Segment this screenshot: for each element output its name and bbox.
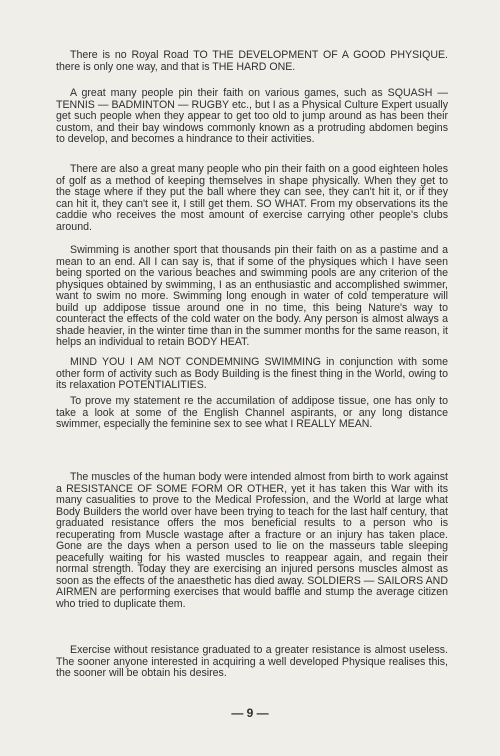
paragraph-text: The muscles of the human body were intended almost from birth to work against a RESISTANCE OF SOME FORM OR OTHER, yet it has taken this War with its many casualities to prove to the Medical Profession, and the World at large what Body Builders the world over have been trying to teach for the last half century, that graduated resistance offers the mos beneficial results to a person who is recuperating from Muscle wastage after a fracture or an injury has taken place. Gone are the days when a person used to lie on the masseurs table sleeping peacefully waiting for his wasted muscles to reappear again, and regain their normal strength. Today they are exercising an injured persons muscles almost as soon as the effects of the anaesthetic has died away. SOLDIERS — SAILORS AND AIRMEN are performing exercises that would baffle and stump the average citizen who tried to duplicate them.	[56, 471, 448, 610]
paragraph-text: A great many people pin their faith on various games, such as SQUASH — TENNIS — BADMINTON — RUGBY etc., but I as a Physical Culture Expert usually get such people when they appear to get too old to jump around as has been their custom, and their bay windows commonly known as a protruding abdomen begins to develop, and becomes a hindrance to their activities.	[56, 87, 448, 145]
paragraph-1	[56, 50, 448, 73]
paragraph-text: MIND YOU I AM NOT CONDEMNING SWIMMING in conjunction with some other form of activity such as Body Building is the finest thing in the World, owing to its relaxation POTENTIALITIES.	[56, 356, 448, 391]
paragraph-4	[56, 245, 448, 349]
paragraph-5	[56, 357, 448, 392]
paragraph-text: To prove my statement re the accumilation of addipose tissue, one has only to take a look at some of the English Channel aspirants, or any long distance swimmer, especially the feminine sex to see what I REALLY MEAN.	[56, 395, 448, 430]
page-number: — 9 —	[231, 706, 269, 720]
paragraph-8	[56, 645, 448, 680]
paragraph-text: There are also a great many people who pin their faith on a good eighteen holes of golf as a method of keeping themselves in shape physically. When they get to the stage where if they put the ball where they can see, they can't hit it, or if they can hit it, they can't see it, I still get them. SO WHAT. From my observations its the caddie who receives the most amount of exercise carrying other people's clubs around.	[56, 163, 448, 233]
paragraph-text: There is no Royal Road TO THE DEVELOPMENT OF A GOOD PHYSIQUE. there is only one way, and that is THE HARD ONE.	[56, 49, 448, 73]
paragraph-6	[56, 396, 448, 431]
paragraph-text: Exercise without resistance graduated to a greater resistance is almost useless. The sooner anyone interested in acquiring a well developed Physique realises this, the sooner will be obtain his desires.	[56, 644, 448, 679]
paragraph-3	[56, 164, 448, 233]
paragraph-2	[56, 88, 448, 146]
paragraph-7	[56, 472, 448, 610]
paragraph-text: Swimming is another sport that thousands pin their faith on as a pastime and a mean to an end. All I can say is, that if some of the physiques which I have seen being sported on the various beaches and swimming pools are any criterion of the physiques obtained by swimming, I as an enthusiastic and accomplished swimmer, want to swim no more. Swimming long enough in water of cold temperature will build up addipose tissue around one in no time, this being Nature's way to counteract the effects of the cold water on the body. Any person is almost always a shade heavier, in the winter time than in the summer months for the same reason, it helps an individual to retain BODY HEAT.	[56, 244, 448, 348]
